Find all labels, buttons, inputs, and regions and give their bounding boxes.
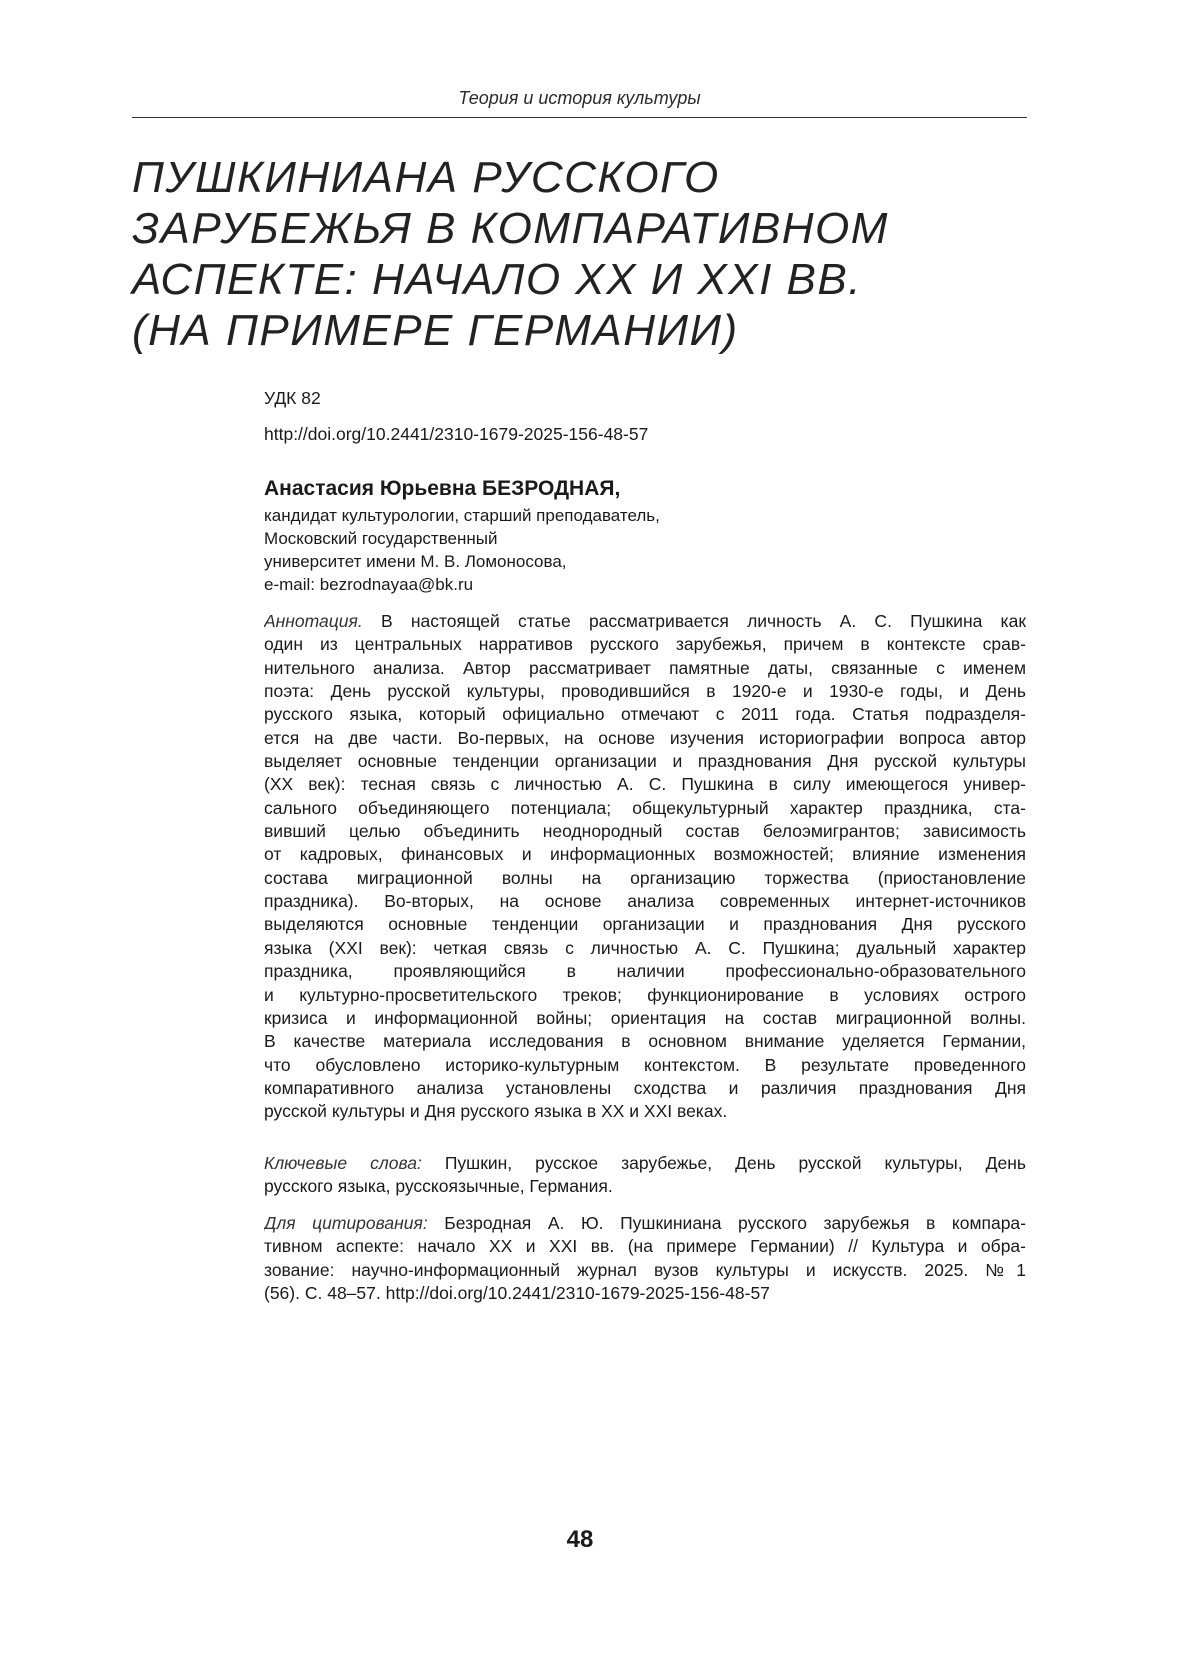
author-email[interactable]: e-mail: bezrodnayaa@bk.ru bbox=[264, 575, 474, 594]
citation-line: зование: научно-информационный журнал вузов культуры и искусств. 2025. №1 bbox=[264, 1259, 1026, 1280]
title-line: ПУШКИНИАНА РУССКОГО bbox=[132, 153, 720, 202]
title-line: АСПЕКТЕ: НАЧАЛО XX И XXI ВВ. bbox=[132, 255, 862, 304]
citation-line: Для цитирования: Безродная А. Ю. Пушкиниана русского зарубежья в компара- bbox=[264, 1213, 1026, 1233]
abstract-line: ется на две части. Во-первых, на основе изучения историографии вопроса автор bbox=[264, 727, 1026, 748]
author-name: Анастасия Юрьевна БЕЗРОДНАЯ, bbox=[264, 477, 621, 500]
citation bbox=[264, 1212, 1026, 1305]
udk-code: УДК 82 bbox=[264, 388, 321, 408]
abstract-line: сального объединяющего потенциала; общекультурный характер праздника, ста- bbox=[264, 797, 1026, 818]
abstract-line: русской культуры и Дня русского языка в XX и XXI веках. bbox=[264, 1101, 728, 1122]
keywords-line: русского языка, русскоязычные, Германия. bbox=[264, 1176, 613, 1197]
running-head: Теория и история культуры bbox=[458, 88, 701, 108]
affiliation-line: Московский государственный bbox=[264, 529, 498, 548]
abstract-label: Аннотация. bbox=[264, 611, 363, 631]
keywords-line: Ключевые слова: Пушкин, русское зарубежье, День русской культуры, День bbox=[264, 1153, 1026, 1173]
affiliation-line: университет имени М. В. Ломоносова, bbox=[264, 552, 567, 571]
title-line: ЗАРУБЕЖЬЯ В КОМПАРАТИВНОМ bbox=[132, 204, 889, 253]
abstract-line: компаративного анализа установлены сходства и различия празднования Дня bbox=[264, 1077, 1026, 1098]
affiliation-line: кандидат культурологии, старший преподаватель, bbox=[264, 506, 660, 525]
citation-line: (56). С. 48–57. http://doi.org/10.2441/2310-1679-2025-156-48-57 bbox=[264, 1283, 770, 1304]
abstract-line: поэта: День русской культуры, проводившийся в 1920-е и 1930-е годы, и День bbox=[264, 681, 1026, 702]
abstract-line: вивший целью объединить неоднородный состав белоэмигрантов; зависимость bbox=[264, 821, 1026, 842]
abstract-line: состава миграционной волны на организацию торжества (приостановление bbox=[264, 867, 1026, 888]
article-title bbox=[132, 152, 1032, 356]
abstract bbox=[264, 610, 1026, 1124]
abstract-line: (XX век): тесная связь с личностью А. С. Пушкина в силу имеющегося универ- bbox=[264, 774, 1026, 795]
abstract-line: от кадровых, финансовых и информационных возможностей; влияние изменения bbox=[264, 844, 1026, 865]
abstract-line: Аннотация. В настоящей статье рассматривается личность А. С. Пушкина как bbox=[264, 611, 1026, 631]
page-number: 48 bbox=[566, 1526, 594, 1553]
abstract-line: что обусловлено историко-культурным контекстом. В результате проведенного bbox=[264, 1054, 1026, 1075]
abstract-line: выделяет основные тенденции организации и празднования Дня русской культуры bbox=[264, 751, 1026, 772]
abstract-line: нительного анализа. Автор рассматривает памятные даты, связанные с именем bbox=[264, 657, 1026, 678]
abstract-line: кризиса и информационной войны; ориентация на состав миграционной волны. bbox=[264, 1007, 1026, 1028]
header-divider bbox=[132, 117, 1027, 118]
abstract-line: выделяются основные тенденции организации и празднования Дня русского bbox=[264, 914, 1026, 935]
abstract-line: В качестве материала исследования в основном внимание уделяется Германии, bbox=[264, 1031, 1026, 1052]
abstract-line: один из центральных нарративов русского зарубежья, причем в контексте срав- bbox=[264, 634, 1026, 655]
abstract-line: и культурно-просветительского треков; функционирование в условиях острого bbox=[264, 984, 1026, 1005]
abstract-line: праздника, проявляющийся в наличии профессионально-образовательного bbox=[264, 961, 1026, 982]
doi-link[interactable]: http://doi.org/10.2441/2310-1679-2025-156-48-57 bbox=[264, 424, 649, 444]
title-line: (НА ПРИМЕРЕ ГЕРМАНИИ) bbox=[132, 306, 739, 355]
keywords bbox=[264, 1152, 1026, 1199]
keywords-label: Ключевые слова: bbox=[264, 1153, 422, 1173]
citation-line: тивном аспекте: начало XX и XXI вв. (на примере Германии) // Культура и обра- bbox=[264, 1236, 1026, 1257]
abstract-line: языка (XXI век): четкая связь с личностью А. С. Пушкина; дуальный характер bbox=[264, 937, 1026, 958]
citation-label: Для цитирования: bbox=[264, 1213, 428, 1233]
author-affiliation bbox=[264, 504, 660, 596]
abstract-line: русского языка, который официально отмечают с 2011 года. Статья подразделя- bbox=[264, 704, 1026, 725]
abstract-line: праздника). Во-вторых, на основе анализа современных интернет-источников bbox=[264, 891, 1026, 912]
